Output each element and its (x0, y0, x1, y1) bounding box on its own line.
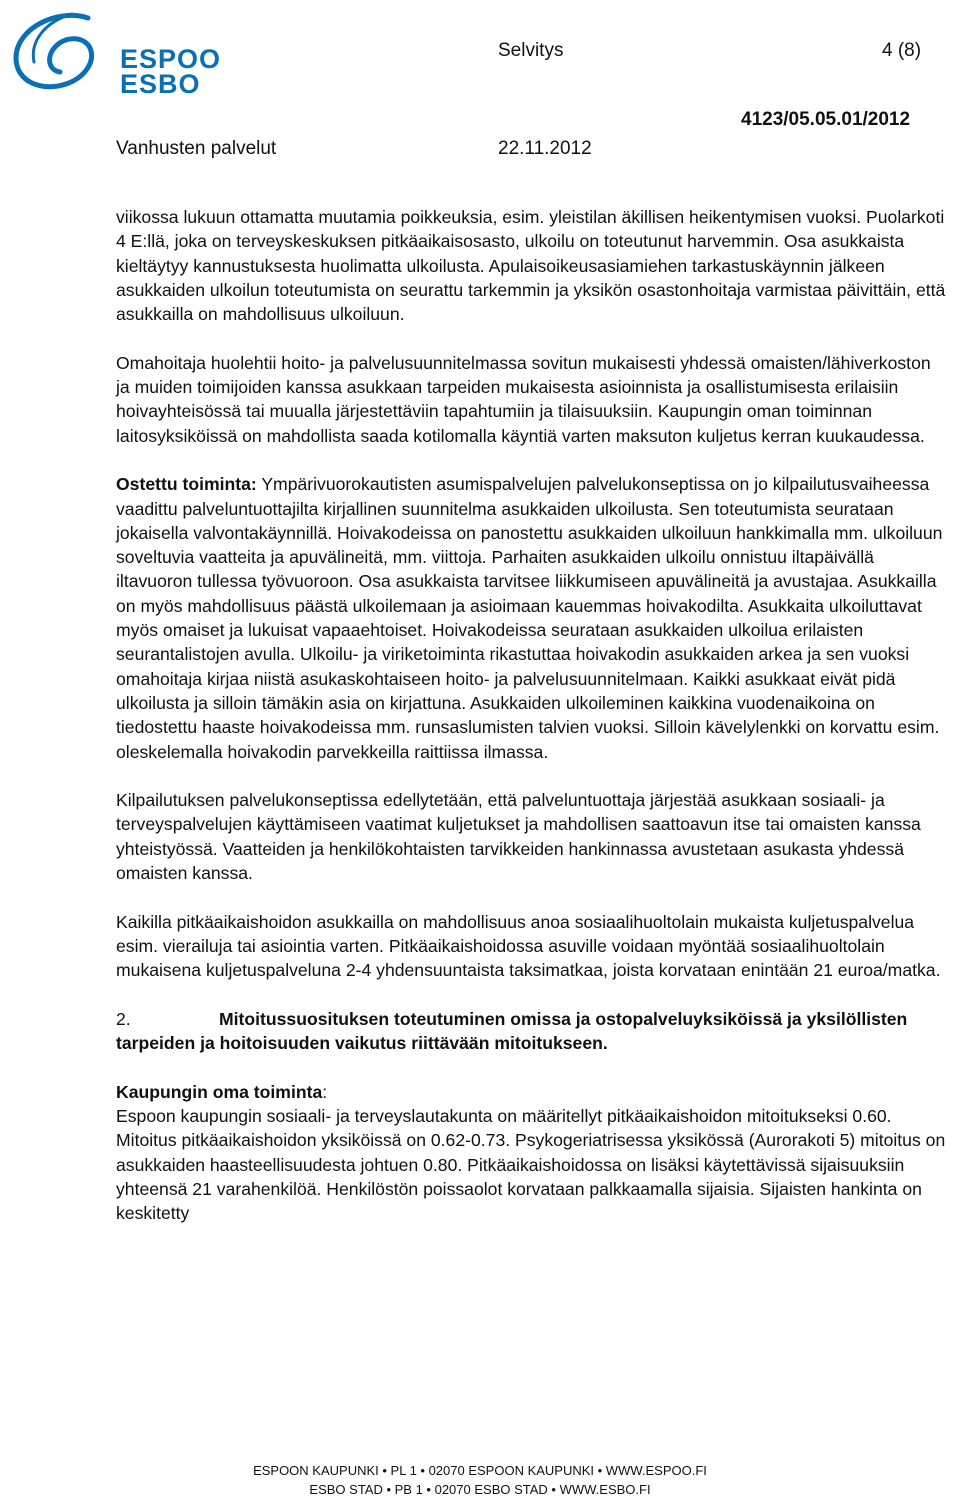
footer-line-1: ESPOON KAUPUNKI • PL 1 • 02070 ESPOON KAUPUNKI • WWW.ESPOO.FI (253, 1463, 707, 1478)
section-title: Mitoitussuosituksen toteutuminen omissa ja ostopalveluyksiköissä ja yksilöllisten tarpeiden ja hoitoisuuden vaikutus riittävään mitoitukseen. (116, 1008, 908, 1054)
paragraph-4: Kilpailutuksen palvelukonseptissa edellytetään, että palveluntuottaja järjestää asukkaan sosiaali- ja terveyspalvelujen käyttämiseen vaatimat kuljetukset ja mahdollisen saattoavun itse tai omaisten kanssa yhteistyössä. Vaatteiden ja henkilökohtaisten tarvikkeiden hankinnassa avustetaan asukasta yhdessä omaisten kanssa. (116, 790, 921, 884)
document-type: Selvitys (498, 40, 564, 61)
paragraph-2: Omahoitaja huolehtii hoito- ja palvelusuunnitelmassa sovitun mukaisesti yhdessä omaisten/lähiverkoston ja muiden toimijoiden kanssa asukkaan tarpeiden mukaisesta asioinnista ja osallistumisesta erilaisiin hoivayhteisössä tai muualla järjestettäviin tapahtumiin ja tilaisuuksiin. Kaupungin oman toiminnan laitosyksiköissä on mahdollista saada kotilomalla käyntiä varten maksuton kuljetus kerran kuukaudessa. (116, 352, 931, 446)
document-date: 22.11.2012 (498, 138, 592, 159)
paragraph-6-text: Espoon kaupungin sosiaali- ja terveyslautakunta on määritellyt pitkäaikaishoidon mitoitukseksi 0.60. Mitoitus pitkäaikaishoidon yksiköissä on 0.62-0.73. Psykogeriatrisessa yksikössä (Aurorakoti 5) mitoitus on asukkaiden haasteellisuudesta johtuen 0.80. Pitkäaikaishoidossa on lisäksi käytettävissä sijaisuuksiin yhteensä 21 varahenkilöä. Henkilöstön poissaolot korvataan palkkaamalla sijaisia. Sijaisten hankinta on keskitetty (116, 1105, 946, 1224)
logo-line-espoo: ESPOO (120, 44, 222, 74)
paragraph-5: Kaikilla pitkäaikaishoidon asukkailla on mahdollisuus anoa sosiaalihuoltolain mukaista kuljetuspalvelua esim. vierailuja tai asiointia varten. Pitkäaikaishoidossa asuville voidaan myöntää sosiaalihuoltolain mukaisena kuljetuspalveluna 2-4 yhdensuuntaista taksimatkaa, joista korvataan enintään 21 euroa/matka. (116, 911, 941, 981)
reference-number: 4123/05.05.01/2012 (741, 109, 911, 130)
paragraph-1: viikossa lukuun ottamatta muutamia poikkeuksia, esim. yleistilan äkillisen heikentymisen vuoksi. Puolarkoti 4 E:llä, joka on terveyskeskuksen pitkäaikaisosasto, ulkoilu on toteutunut harvemmin. Osa asukkaista kieltäytyy kannustuksesta huolimatta ulkoilusta. Apulaisoikeusasiamiehen tarkastuskäynnin jälkeen asukkaiden ulkoilun toteutumista on seurattu tarkemmin ja yksikön osastonhoitaja varmistaa päivittäin, että asukkailla on mahdollisuus ulkoiluun. (116, 207, 946, 325)
paragraph-6-colon: : (322, 1081, 328, 1102)
paragraph-6 (116, 1080, 946, 1226)
department: Vanhusten palvelut (116, 138, 277, 159)
logo-line-esbo: ESBO (120, 69, 201, 99)
paragraph-6-label: Kaupungin oma toiminta (116, 1081, 323, 1102)
espoo-logo-swirl-icon (10, 6, 120, 96)
paragraph-3-text: Ympärivuorokautisten asumispalvelujen palvelukonseptissa on jo kilpailutusvaiheessa vaadittu palveluntuottajilta kirjallinen suunnitelma asukkaiden ulkoilusta. Sen toteutumista seurataan jokaisella valvontakäynnillä. Hoivakodeissa on panostettu asukkaiden ulkoiluun hankkimalla mm. ulkoiluun soveltuvia vaatteita ja apuvälineitä, mm. viittoja. Parhaiten asukkaiden ulkoilu onnistuu iltapäivällä iltavuoron tullessa työvuoroon. Osa asukkaista tarvitsee liikkumiseen apuvälineitä ja avustajaa. Asukkailla on myös mahdollisuus päästä ulkoilemaan ja asioimaan kauemmas hoivakodilta. Asukkaita ulkoiluttavat myös omaiset ja lukuisat vapaaehtoiset. Hoivakodeissa seurataan asukkaiden ulkoilua erilaisten seurantalistojen avulla. Ulkoilu- ja viriketoiminta rikastuttaa hoivakodin asukkaiden arkea ja sen vuoksi omahoitaja kirjaa niistä asukaskohtaiseen hoito- ja palvelusuunnitelmaan. Kaikki asukkaat eivät pidä ulkoilusta ja silloin tämäkin asia on kirjattuna. Asukkaiden ulkoileminen kaikkina vuodenaikoina on tiedostettu haaste hoivakodeissa mm. runsaslumisten talvien vuoksi. Silloin kävelylenkki on korvattu esim. oleskelemalla hoivakodin parvekkeilla raittiissa ilmassa. (116, 474, 943, 762)
paragraph-3 (116, 472, 946, 764)
logo-wordmark (120, 44, 222, 99)
page-number: 4 (8) (882, 40, 922, 61)
paragraph-3-label: Ostettu toiminta: (116, 474, 257, 495)
footer-line-2: ESBO STAD • PB 1 • 02070 ESBO STAD • WWW.ESBO.FI (309, 1482, 651, 1497)
document-body (116, 205, 946, 1250)
section-heading (116, 1007, 946, 1056)
section-number: 2. (116, 1008, 131, 1029)
espoo-logo (10, 6, 222, 99)
